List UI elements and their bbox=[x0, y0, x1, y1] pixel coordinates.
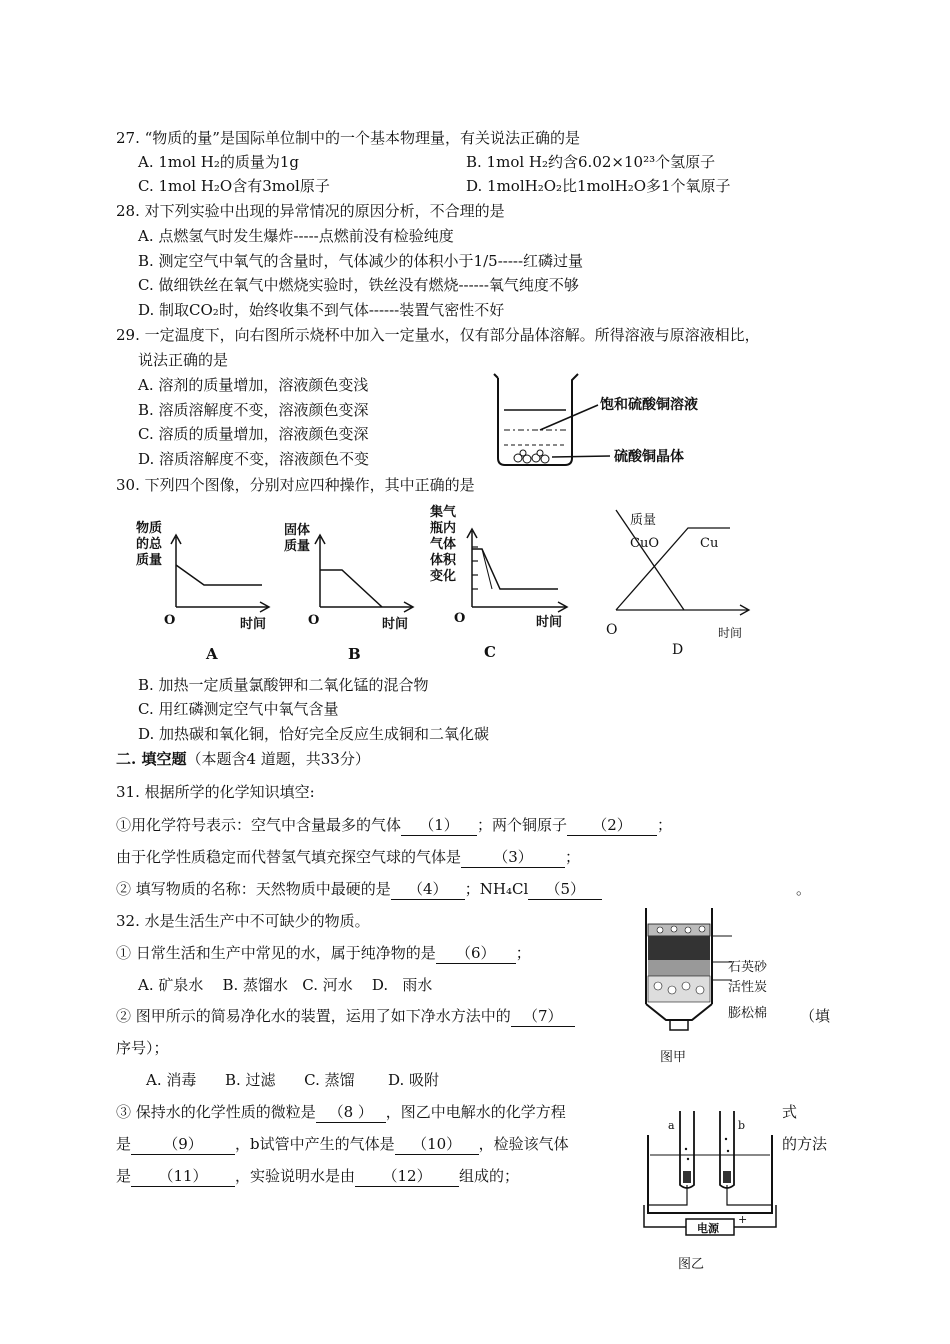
electrolysis-tube-a: a bbox=[668, 1119, 675, 1132]
q32-text-4a: 是 bbox=[116, 1135, 132, 1153]
graph-c-origin: O bbox=[454, 611, 466, 626]
q31-text-1c: ； bbox=[657, 816, 673, 834]
blank-8[interactable]: （8 ） bbox=[316, 1102, 386, 1123]
q31-text-1a: ①用化学符号表示：空气中含量最多的气体 bbox=[116, 816, 402, 834]
q29-option-a: A. 溶剂的质量增加，溶液颜色变浅 bbox=[138, 376, 369, 394]
q29-option-b: B. 溶质溶解度不变，溶液颜色变深 bbox=[138, 401, 369, 419]
q28-option-b: B. 测定空气中氧气的含量时，气体减少的体积小于1/5-----红磷过量 bbox=[138, 252, 584, 270]
q32-text-4c: ，检验该气体 bbox=[478, 1135, 569, 1153]
q32-text-2c: 序号）； bbox=[116, 1039, 169, 1057]
graph-c bbox=[426, 505, 571, 665]
beaker-label-crystal: 硫酸铜晶体 bbox=[614, 449, 684, 465]
graph-d-cuo: CuO bbox=[630, 536, 659, 551]
q32-options-2: A. 消毒 B. 过滤 C. 蒸馏 D. 吸附 bbox=[146, 1071, 440, 1089]
graph-b-origin: O bbox=[308, 613, 320, 628]
figure-yi-caption: 图乙 bbox=[678, 1257, 705, 1272]
q27-option-b: B. 1mol H₂约含6.02×10²³个氢原子 bbox=[466, 153, 716, 171]
blank-6[interactable]: （6） bbox=[436, 943, 516, 964]
graph-a-letter: A bbox=[206, 645, 218, 663]
graph-a-ylabel-2: 的总 bbox=[136, 537, 163, 552]
q32-text-3c: 式 bbox=[782, 1103, 798, 1121]
q32-text-5a: 是 bbox=[116, 1167, 132, 1185]
q32-text-4b: ，b试管中产生的气体是 bbox=[235, 1135, 395, 1153]
blank-9[interactable]: （9） bbox=[131, 1134, 235, 1155]
graph-c-ylabel-3: 气体 bbox=[430, 537, 457, 552]
q32-options-1: A. 矿泉水 B. 蒸馏水 C. 河水 D. 雨水 bbox=[138, 976, 433, 994]
graph-a-origin: O bbox=[164, 613, 176, 628]
q32-text-3b: ，图乙中电解水的化学方程 bbox=[385, 1103, 566, 1121]
section-2-note: （本题含4 道题，共33分） bbox=[186, 750, 370, 768]
q31-text-2a: 由于化学性质稳定而代替氢气填充探空气球的气体是 bbox=[116, 848, 462, 866]
beaker-label-solution: 饱和硫酸铜溶液 bbox=[600, 397, 698, 413]
graph-d-ylabel: 质量 bbox=[630, 513, 657, 528]
blank-7[interactable]: （7） bbox=[511, 1006, 575, 1027]
section-2-heading bbox=[116, 749, 370, 769]
q29-option-c: C. 溶质的质量增加，溶液颜色变深 bbox=[138, 425, 369, 443]
blank-10[interactable]: （10） bbox=[395, 1134, 479, 1155]
q29-stem-cont: 说法正确的是 bbox=[138, 351, 229, 369]
beaker-drawing bbox=[490, 370, 720, 470]
graph-d-cu: Cu bbox=[700, 536, 719, 551]
q28-option-a: A. 点燃氢气时发生爆炸-----点燃前没有检验纯度 bbox=[138, 227, 454, 245]
blank-4[interactable]: （4） bbox=[391, 879, 465, 900]
graph-d-plot bbox=[600, 500, 760, 620]
graph-c-ylabel-5: 变化 bbox=[430, 569, 457, 584]
figure-jia-filter bbox=[640, 900, 790, 1065]
q27-stem: 27. “物质的量”是国际单位制中的一个基本物理量，有关说法正确的是 bbox=[116, 129, 580, 147]
q31-line-1 bbox=[116, 815, 672, 836]
q28-stem: 28. 对下列实验中出现的异常情况的原因分析，不合理的是 bbox=[116, 202, 505, 220]
q30-option-c: C. 用红磷测定空气中氧气含量 bbox=[138, 700, 339, 718]
q32-stem: 32. 水是生活生产中不可缺少的物质。 bbox=[116, 912, 370, 930]
q29-option-d: D. 溶质溶解度不变，溶液颜色不变 bbox=[138, 450, 370, 468]
graph-c-plot bbox=[426, 505, 571, 625]
electrolysis-plus: + bbox=[738, 1213, 748, 1226]
graph-a-plot bbox=[130, 515, 270, 625]
q28-option-d: D. 制取CO₂时，始终收集不到气体------装置气密性不好 bbox=[138, 301, 505, 319]
graph-a-ylabel-3: 质量 bbox=[136, 553, 163, 568]
graph-a-xlabel: 时间 bbox=[240, 617, 267, 632]
blank-12[interactable]: （12） bbox=[355, 1166, 459, 1187]
q32-text-1a: ① 日常生活和生产中常见的水，属于纯净物的是 bbox=[116, 944, 436, 962]
section-2-title: 二. 填空题 bbox=[116, 750, 187, 768]
blank-11[interactable]: （11） bbox=[131, 1166, 235, 1187]
graph-a-ylabel-1: 物质 bbox=[136, 521, 163, 536]
q30-option-d: D. 加热碳和氧化铜，恰好完全反应生成铜和二氧化碳 bbox=[138, 725, 490, 743]
blank-3[interactable]: （3） bbox=[461, 847, 565, 868]
q31-stem: 31. 根据所学的化学知识填空: bbox=[116, 783, 315, 801]
electrolysis-power: 电源 bbox=[697, 1222, 719, 1235]
blank-1[interactable]: （1） bbox=[401, 815, 477, 836]
graph-a bbox=[130, 515, 270, 665]
graph-c-ylabel-4: 体积 bbox=[430, 553, 457, 568]
q31-text-2b: ； bbox=[565, 848, 581, 866]
q30-option-b: B. 加热一定质量氯酸钾和二氧化锰的混合物 bbox=[138, 676, 429, 694]
q27-option-d: D. 1molH₂O₂比1molH₂O多1个氧原子 bbox=[466, 177, 731, 195]
graph-d bbox=[600, 500, 760, 665]
q32-line-4 bbox=[116, 1134, 569, 1155]
q32-text-3a: ③ 保持水的化学性质的微粒是 bbox=[116, 1103, 316, 1121]
q32-line-3 bbox=[116, 1102, 566, 1123]
graph-b-letter: B bbox=[348, 645, 361, 663]
graph-d-xlabel: 时间 bbox=[718, 626, 743, 640]
q28-option-c: C. 做细铁丝在氧气中燃烧实验时，铁丝没有燃烧------氧气纯度不够 bbox=[138, 276, 579, 294]
q32-text-5c: 组成的； bbox=[459, 1167, 520, 1185]
q31-text-3a: ② 填写物质的名称：天然物质中最硬的是 bbox=[116, 880, 391, 898]
blank-2[interactable]: （2） bbox=[567, 815, 657, 836]
q32-line-2 bbox=[116, 1006, 575, 1027]
q31-line-3 bbox=[116, 879, 602, 900]
q31-text-1b: ；两个铜原子 bbox=[477, 816, 568, 834]
q29-stem: 29. 一定温度下，向右图所示烧杯中加入一定量水，仅有部分晶体溶解。所得溶液与原溶液相比， bbox=[116, 326, 760, 344]
beaker-figure bbox=[490, 370, 720, 470]
filter-drawing bbox=[640, 900, 790, 1040]
graph-c-ylabel-1: 集气 bbox=[430, 505, 457, 520]
q31-line-2 bbox=[116, 847, 580, 868]
graph-c-ylabel-2: 瓶内 bbox=[430, 521, 457, 536]
blank-5[interactable]: （5） bbox=[528, 879, 602, 900]
q31-text-3b: ；NH₄Cl bbox=[464, 880, 529, 898]
graph-c-letter: C bbox=[484, 643, 496, 661]
q32-text-2b: （填 bbox=[800, 1007, 831, 1025]
q27-option-a: A. 1mol H₂的质量为1g bbox=[138, 153, 299, 171]
q27-option-c: C. 1mol H₂O含有3mol原子 bbox=[138, 177, 330, 195]
filter-label-carbon: 活性炭 bbox=[728, 980, 768, 995]
q32-text-4d: 的方法 bbox=[782, 1135, 828, 1153]
figure-jia-caption: 图甲 bbox=[660, 1050, 687, 1065]
q32-line-5 bbox=[116, 1166, 519, 1187]
q32-text-1b: ； bbox=[515, 944, 531, 962]
q31-period: 。 bbox=[796, 880, 812, 898]
graph-d-origin: O bbox=[606, 622, 618, 638]
graph-b-ylabel-1: 固体 bbox=[284, 523, 311, 538]
graph-b-plot bbox=[278, 515, 418, 625]
q32-line-1 bbox=[116, 943, 531, 964]
q32-text-2a: ② 图甲所示的简易净化水的装置，运用了如下净水方法中的 bbox=[116, 1007, 511, 1025]
graph-b-ylabel-2: 质量 bbox=[284, 539, 311, 554]
graph-b-xlabel: 时间 bbox=[382, 617, 409, 632]
q32-text-5b: ，实验说明水是由 bbox=[235, 1167, 356, 1185]
electrolysis-tube-b: b bbox=[738, 1119, 746, 1132]
filter-label-quartz: 石英砂 bbox=[728, 960, 768, 975]
graph-b bbox=[278, 515, 418, 665]
graph-d-letter: D bbox=[672, 642, 684, 658]
q30-stem: 30. 下列四个图像，分别对应四种操作，其中正确的是 bbox=[116, 476, 475, 494]
graph-c-xlabel: 时间 bbox=[536, 615, 563, 630]
figure-yi-electrolysis bbox=[640, 1105, 790, 1280]
filter-label-cotton: 膨松棉 bbox=[728, 1006, 768, 1021]
